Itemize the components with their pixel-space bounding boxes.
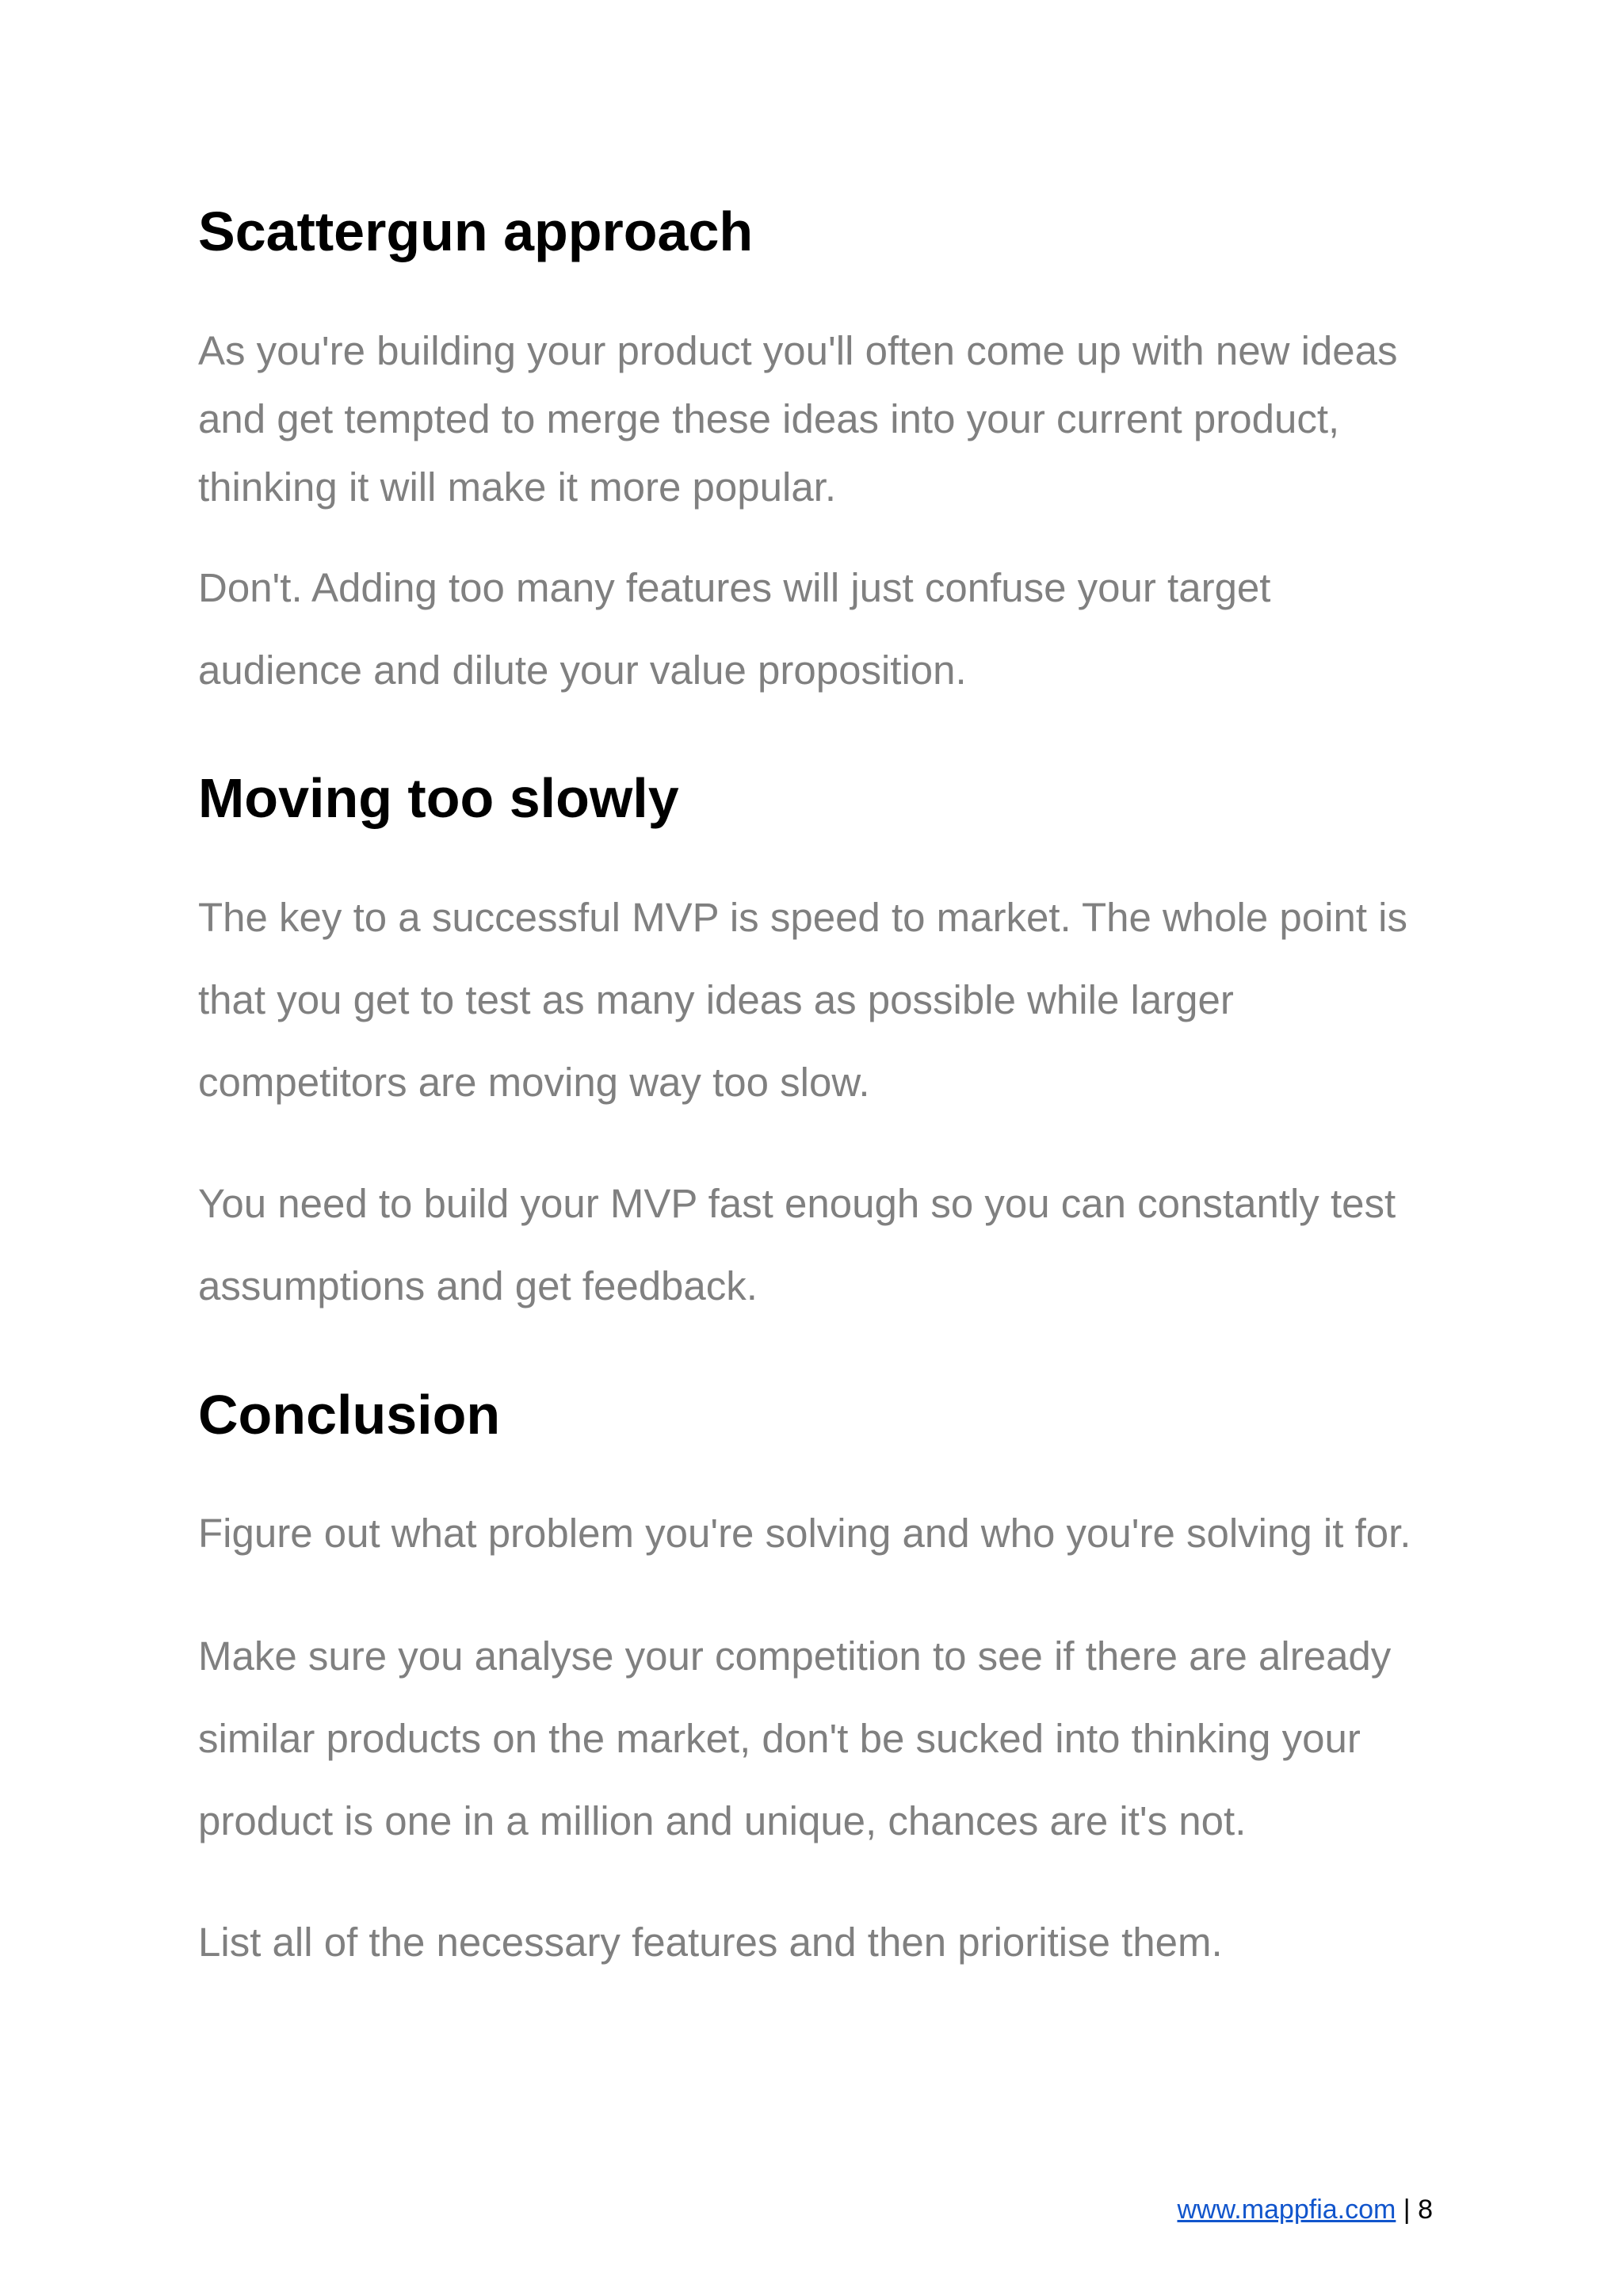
text-line: As you're building your product you'll often come up with new ideas xyxy=(198,328,1398,373)
text-line: The key to a successful MVP is speed to market. The whole point is xyxy=(198,895,1408,940)
paragraph-speed-to-market xyxy=(198,877,1407,1124)
heading-moving-too-slowly: Moving too slowly xyxy=(198,767,679,829)
text-line: that you get to test as many ideas as possible while larger xyxy=(198,977,1234,1022)
text-line: Figure out what problem you're solving and who you're solving it for. xyxy=(198,1511,1411,1556)
paragraph-analyse-competition xyxy=(198,1615,1391,1862)
text-line: audience and dilute your value proposition. xyxy=(198,648,967,693)
text-line: You need to build your MVP fast enough so you can constantly test xyxy=(198,1181,1396,1226)
text-line: thinking it will make it more popular. xyxy=(198,464,837,510)
paragraph-scattergun-dont xyxy=(198,547,1270,712)
website-link[interactable]: www.mappfia.com xyxy=(1177,2195,1396,2225)
text-line: and get tempted to merge these ideas into your current product, xyxy=(198,396,1340,441)
text-line: assumptions and get feedback. xyxy=(198,1263,758,1308)
text-line: competitors are moving way too slow. xyxy=(198,1060,870,1105)
text-line: Don't. Adding too many features will just confuse your target xyxy=(198,565,1271,610)
heading-scattergun-approach: Scattergun approach xyxy=(198,201,754,262)
paragraph-list-features xyxy=(198,1901,1223,1984)
page-number: 8 xyxy=(1418,2195,1433,2225)
paragraph-scattergun-ideas xyxy=(198,317,1398,521)
text-line: similar products on the market, don't be sucked into thinking your xyxy=(198,1716,1361,1761)
page-footer xyxy=(1177,2194,1433,2225)
footer-separator: | xyxy=(1396,2195,1419,2225)
text-line: Make sure you analyse your competition to see if there are already xyxy=(198,1633,1392,1679)
paragraph-figure-out-problem xyxy=(198,1492,1411,1575)
text-line: product is one in a million and unique, chances are it's not. xyxy=(198,1798,1247,1843)
paragraph-build-fast xyxy=(198,1163,1396,1328)
text-line: List all of the necessary features and then prioritise them. xyxy=(198,1920,1223,1965)
heading-conclusion: Conclusion xyxy=(198,1384,501,1446)
